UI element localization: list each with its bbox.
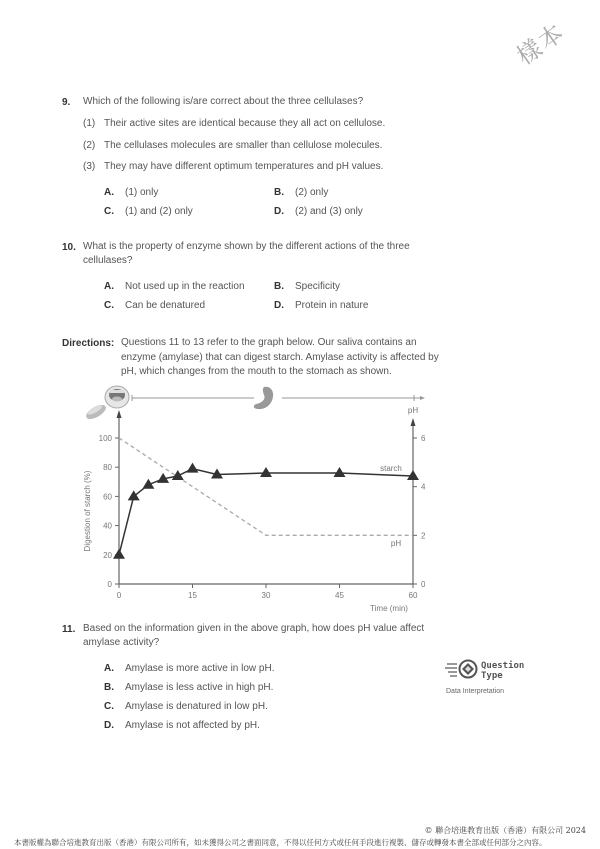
ph-series-label: pH	[390, 539, 402, 548]
option-text: Amylase is more active in low pH.	[125, 663, 275, 674]
question-text-line: Based on the information given in the above graph, how does pH value affect	[83, 623, 425, 634]
option-text: (1) only	[125, 187, 159, 198]
question-type-title: Question	[481, 661, 525, 671]
option-text: Can be denatured	[125, 300, 206, 311]
option-letter: A.	[104, 281, 114, 292]
question-text-line: What is the property of enzyme shown by the different actions of the three	[83, 241, 410, 252]
statement-text: The cellulases molecules are smaller than cellulose molecules.	[104, 140, 383, 151]
starch-data-point	[128, 490, 140, 500]
option-letter: B.	[274, 187, 284, 198]
option-text: (2) only	[295, 187, 329, 198]
y-axis-right-arrow	[411, 418, 416, 426]
y-left-tick-label: 80	[103, 463, 112, 473]
option-letter: C.	[104, 701, 114, 712]
statement-text: They may have different optimum temperatures and pH values.	[104, 161, 384, 172]
question-number: 11.	[62, 624, 76, 635]
y-left-tick-label: 60	[103, 492, 112, 502]
statement-text: Their active sites are identical because they all act on cellulose.	[104, 118, 386, 129]
directions-line: Questions 11 to 13 refer to the graph below. Our saliva contains an	[121, 337, 417, 348]
mouth-icon	[105, 386, 129, 408]
question-type-title: Type	[481, 671, 503, 681]
region-axis-arrow	[420, 396, 425, 400]
ph-line	[119, 438, 413, 535]
y-left-tick-label: 40	[103, 521, 112, 531]
copyright-notice: 本書版權為聯合培進教育出版（香港）有限公司所有，如未獲得公司之書面同意，不得以任何方式或任何手段進行複製、儲存或轉發本書全部或任何部分之內容。	[14, 838, 547, 847]
x-tick-label: 0	[116, 591, 122, 600]
y-left-tick-label: 20	[103, 550, 112, 560]
starch-data-point	[113, 549, 125, 559]
option-text: Amylase is less active in high pH.	[125, 682, 274, 693]
option-text: Amylase is not affected by pH.	[125, 720, 260, 731]
x-tick-label: 15	[188, 591, 197, 600]
x-tick-label: 30	[261, 591, 271, 600]
y-left-tick-label: 0	[107, 580, 112, 589]
option-letter: B.	[274, 281, 284, 292]
option-letter: D.	[274, 300, 284, 311]
starch-data-point	[172, 470, 184, 480]
y-right-tick-label: 4	[421, 482, 426, 492]
question-type-icon	[445, 659, 481, 679]
x-tick-label: 45	[335, 591, 344, 600]
statement-number: (3)	[83, 161, 96, 172]
question-text: Which of the following is/are correct about the three cellulases?	[83, 96, 364, 107]
question-type-value: Data Interpretation	[446, 688, 504, 695]
starch-series-label: starch	[380, 464, 402, 473]
option-letter: A.	[104, 663, 114, 674]
y-left-tick-label: 100	[98, 434, 112, 443]
directions-line: enzyme (amylase) that can digest starch. Amylase activity is affected by	[121, 352, 439, 363]
directions-label: Directions:	[62, 338, 115, 349]
option-letter: D.	[274, 206, 284, 217]
option-letter: C.	[104, 206, 114, 217]
option-text: Protein in nature	[295, 300, 369, 311]
statement-number: (1)	[83, 118, 96, 129]
option-text: (2) and (3) only	[295, 206, 363, 217]
option-text: Not used up in the reaction	[125, 281, 245, 292]
option-text: Specificity	[295, 281, 341, 292]
y-axis-left-label: Digestion of starch (%)	[83, 470, 92, 552]
stomach-icon	[254, 387, 273, 409]
y-right-tick-label: 2	[421, 531, 426, 541]
option-text: Amylase is denatured in low pH.	[125, 701, 268, 712]
option-letter: C.	[104, 300, 114, 311]
starch-data-point	[407, 470, 419, 480]
y-right-tick-label: 6	[421, 434, 426, 443]
x-axis-label: Time (min)	[370, 604, 408, 613]
starch-data-point	[260, 467, 272, 477]
bread-icon	[84, 402, 108, 422]
statement-number: (2)	[83, 140, 96, 151]
copyright-line: © 聯合培進教育出版（香港）有限公司 2024	[424, 826, 586, 835]
y-axis-right-label: pH	[407, 406, 419, 415]
question-number: 10.	[62, 242, 76, 253]
starch-data-point	[334, 467, 346, 477]
sample-watermark: 樣本	[511, 17, 571, 71]
question-text-line: cellulases?	[83, 255, 133, 266]
question-text-line: amylase activity?	[83, 637, 160, 648]
option-text: (1) and (2) only	[125, 206, 193, 217]
option-letter: A.	[104, 187, 114, 198]
y-right-tick-label: 0	[421, 580, 426, 589]
starch-data-point	[187, 463, 199, 473]
option-letter: B.	[104, 682, 114, 693]
x-tick-label: 60	[408, 591, 418, 600]
directions-line: pH, which changes from the mouth to the stomach as shown.	[121, 366, 392, 377]
y-axis-left-arrow	[117, 410, 122, 418]
question-number: 9.	[62, 97, 71, 108]
option-letter: D.	[104, 720, 114, 731]
